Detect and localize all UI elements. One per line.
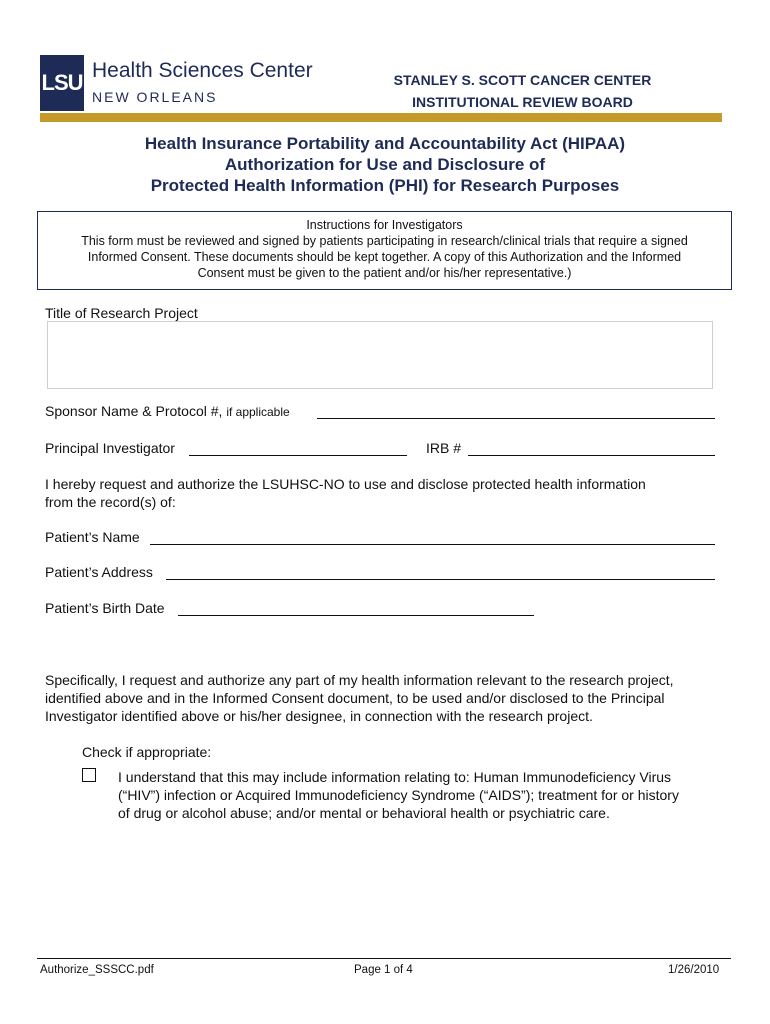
instructions-line3: Consent must be given to the patient and/or his/her representative.) xyxy=(197,266,572,280)
check-line3: of drug or alcohol abuse; and/or mental or behavioral health or psychiatric care. xyxy=(118,805,610,821)
patient-birth-label: Patient’s Birth Date xyxy=(45,600,165,616)
patient-name-label: Patient’s Name xyxy=(45,529,140,545)
logo-line2: NEW ORLEANS xyxy=(92,89,218,105)
sponsor-label-text: Sponsor Name & Protocol #, xyxy=(45,403,223,419)
research-title-label: Title of Research Project xyxy=(45,305,198,321)
irb-label: IRB # xyxy=(426,440,462,456)
authorize-line2: from the record(s) of: xyxy=(45,494,176,510)
pi-input[interactable] xyxy=(189,455,407,456)
header-divider xyxy=(40,113,722,122)
lsu-logo xyxy=(40,55,313,113)
irb-input[interactable] xyxy=(468,455,715,456)
form-title-line1: Health Insurance Portability and Accountability Act (HIPAA) xyxy=(144,134,626,153)
patient-name-input[interactable] xyxy=(150,544,715,545)
specific-line2: identified above and in the Informed Consent document, to be used and/or disclosed to the Principal xyxy=(45,690,665,706)
footer-page: Page 1 of 4 xyxy=(354,964,413,976)
pi-label: Principal Investigator xyxy=(45,440,175,456)
specific-line3: Investigator identified above or his/her designee, in connection with the research project. xyxy=(45,708,593,724)
footer-date: 1/26/2010 xyxy=(668,964,720,976)
patient-address-input[interactable] xyxy=(166,579,715,580)
specific-line1: Specifically, I request and authorize any part of my health information relevant to the research project, xyxy=(45,672,674,688)
check-line1: I understand that this may include information relating to: Human Immunodeficiency Virus xyxy=(118,769,672,785)
form-title-line2: Authorization for Use and Disclosure of xyxy=(224,155,546,174)
hiv-aids-checkbox[interactable] xyxy=(82,768,96,782)
check-line2: (“HIV”) infection or Acquired Immunodeficiency Syndrome (“AIDS”); treatment for or history xyxy=(118,787,679,803)
authorize-line1: I hereby request and authorize the LSUHSC-NO to use and disclose protected health information xyxy=(45,476,646,492)
patient-birth-input[interactable] xyxy=(178,615,534,616)
research-title-input[interactable] xyxy=(47,321,713,389)
footer-filename: Authorize_SSSCC.pdf xyxy=(40,964,154,976)
patient-address-label: Patient’s Address xyxy=(45,564,153,580)
logo-line1: Health Sciences Center xyxy=(92,59,313,82)
instructions-line1: This form must be reviewed and signed by patients participating in research/clinical trials that require a signed xyxy=(81,234,688,248)
instructions-heading: Instructions for Investigators xyxy=(306,218,463,232)
logo-mark: LSU xyxy=(40,55,84,111)
form-title-line3: Protected Health Information (PHI) for Research Purposes xyxy=(150,176,620,195)
header-org: STANLEY S. SCOTT CANCER CENTER xyxy=(393,72,652,88)
footer-rule xyxy=(37,958,731,959)
instructions-line2: Informed Consent. These documents should be kept together. A copy of this Authorization and the Informed xyxy=(87,250,682,264)
sponsor-note: if applicable xyxy=(226,405,290,419)
check-heading: Check if appropriate: xyxy=(82,744,212,760)
header-board: INSTITUTIONAL REVIEW BOARD xyxy=(412,94,633,110)
sponsor-label xyxy=(45,403,290,419)
sponsor-input[interactable] xyxy=(317,418,715,419)
